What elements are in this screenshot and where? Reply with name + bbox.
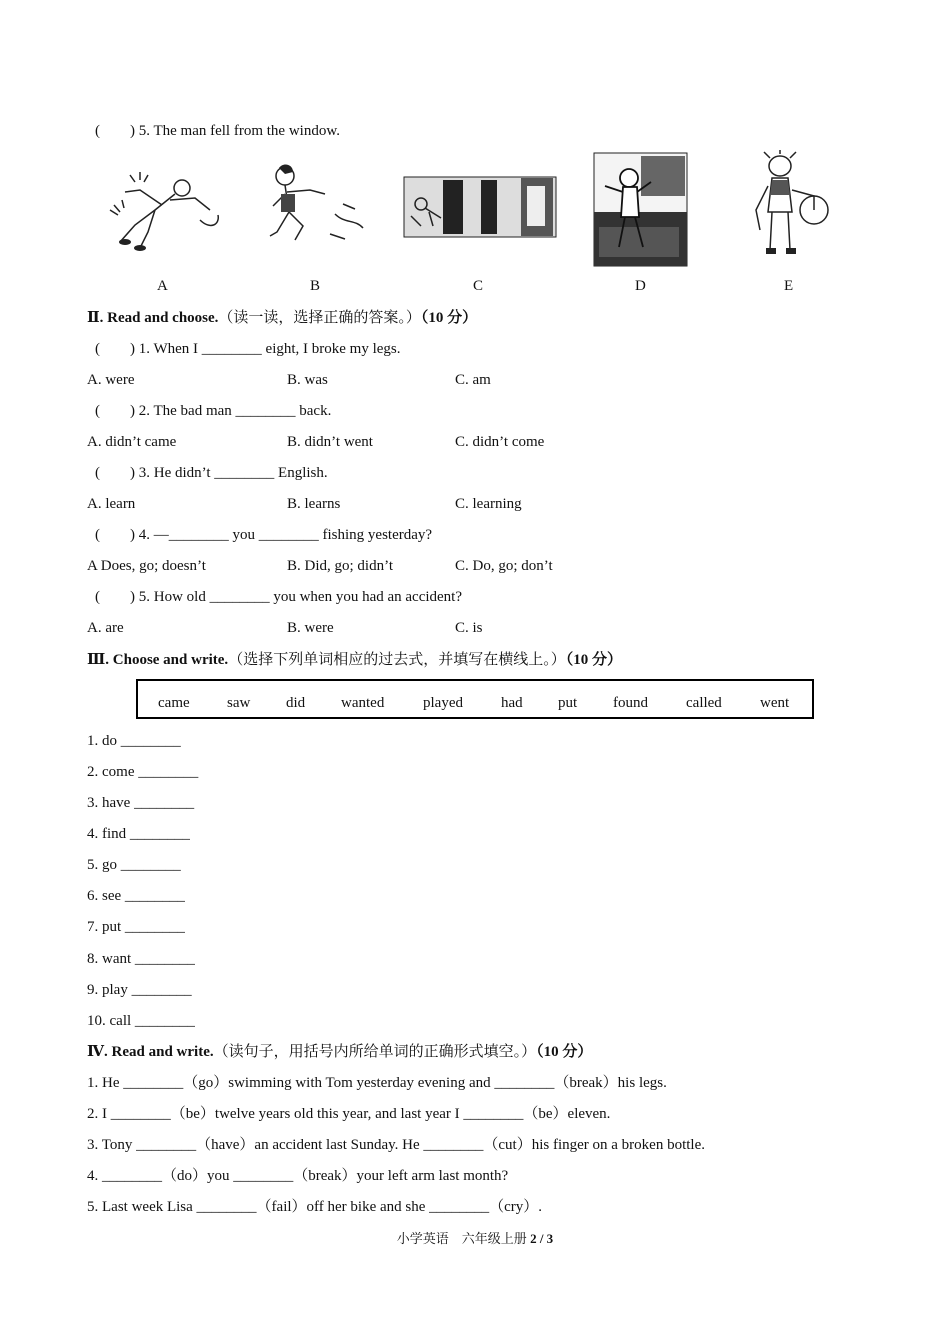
section-2-heading: Ⅱ. Read and choose.（读一读，选择正确的答案。）（10 分）	[87, 310, 478, 326]
picture-label-c: C	[473, 278, 484, 294]
option-a: A. were	[87, 372, 135, 388]
word-bank-item: called	[686, 695, 722, 711]
section-2-question-2: ( ) 2. The bad man ________ back.	[95, 403, 332, 419]
option-c: C. learning	[455, 496, 522, 512]
option-a: A. are	[87, 620, 124, 636]
word-bank-item: put	[558, 695, 578, 711]
section-4-item: 5. Last week Lisa ________（fail）off her bike and she ________（cry）.	[87, 1199, 543, 1215]
picture-c-window-fall	[403, 176, 558, 238]
picture-d-man-in-room	[593, 152, 688, 267]
section-2-question-3: ( ) 3. He didn’t ________ English.	[95, 465, 328, 481]
page-footer	[0, 1228, 950, 1247]
word-bank-item: played	[423, 695, 463, 711]
picture-label-d: D	[635, 278, 646, 294]
section-3-item: 2. come ________	[87, 764, 199, 780]
section-3-heading: Ⅲ. Choose and write.（选择下列单词相应的过去式，并填写在横线上。）（10 分）	[87, 652, 622, 668]
word-bank-item: did	[286, 695, 306, 711]
section-3-item: 7. put ________	[87, 919, 185, 935]
picture-row	[95, 150, 855, 270]
picture-label-e: E	[784, 278, 794, 294]
word-bank-item: saw	[227, 695, 251, 711]
option-b: B. learns	[287, 496, 341, 512]
option-c: C. is	[455, 620, 483, 636]
picture-e-boy-with-bike	[750, 150, 830, 265]
section-4-item: 3. Tony ________（have）an accident last Sunday. He ________（cut）his finger on a broken bottle.	[87, 1137, 705, 1153]
word-bank-box	[136, 679, 814, 719]
section-4-item: 1. He ________（go）swimming with Tom yesterday evening and ________（break）his legs.	[87, 1075, 667, 1091]
footer-text: 小学英语 六年级上册	[396, 1231, 527, 1246]
option-c: C. am	[455, 372, 491, 388]
option-a: A. didn’t came	[87, 434, 177, 450]
word-bank-item: wanted	[341, 695, 385, 711]
word-bank-item: came	[158, 695, 190, 711]
section-2-question-5: ( ) 5. How old ________ you when you had an accident?	[95, 589, 463, 605]
section-3-item: 3. have ________	[87, 795, 195, 811]
word-bank-item: found	[613, 695, 648, 711]
picture-label-a: A	[157, 278, 168, 294]
section-3-item: 6. see ________	[87, 888, 185, 904]
section-2-question-4: ( ) 4. —________ you ________ fishing yesterday?	[95, 527, 433, 543]
section-2-question-1: ( ) 1. When I ________ eight, I broke my legs.	[95, 341, 401, 357]
section-3-item: 1. do ________	[87, 733, 181, 749]
option-b: B. was	[287, 372, 328, 388]
picture-a-falling-man	[100, 170, 225, 255]
section-4-item: 4. ________（do）you ________（break）your left arm last month?	[87, 1168, 509, 1184]
option-a: A Does, go; doesn’t	[87, 558, 206, 574]
option-a: A. learn	[87, 496, 136, 512]
section-3-item: 4. find ________	[87, 826, 190, 842]
option-b: B. didn’t went	[287, 434, 373, 450]
word-bank-item: went	[760, 695, 790, 711]
option-c: C. didn’t come	[455, 434, 545, 450]
page-number: 2 / 3	[530, 1231, 554, 1246]
section-4-item: 2. I ________（be）twelve years old this year, and last year I ________（be）eleven.	[87, 1106, 611, 1122]
picture-b-running-boy	[265, 164, 370, 249]
picture-label-b: B	[310, 278, 321, 294]
section-3-item: 5. go ________	[87, 857, 181, 873]
section-3-item: 8. want ________	[87, 951, 195, 967]
option-b: B. were	[287, 620, 334, 636]
word-bank-item: had	[501, 695, 523, 711]
option-b: B. Did, go; didn’t	[287, 558, 393, 574]
section-3-item: 10. call ________	[87, 1013, 195, 1029]
question-5-top: ( ) 5. The man fell from the window.	[95, 123, 340, 139]
option-c: C. Do, go; don’t	[455, 558, 553, 574]
section-3-item: 9. play ________	[87, 982, 192, 998]
section-4-heading: Ⅳ. Read and write.（读句子，用括号内所给单词的正确形式填空。）（10 分）	[87, 1044, 593, 1060]
